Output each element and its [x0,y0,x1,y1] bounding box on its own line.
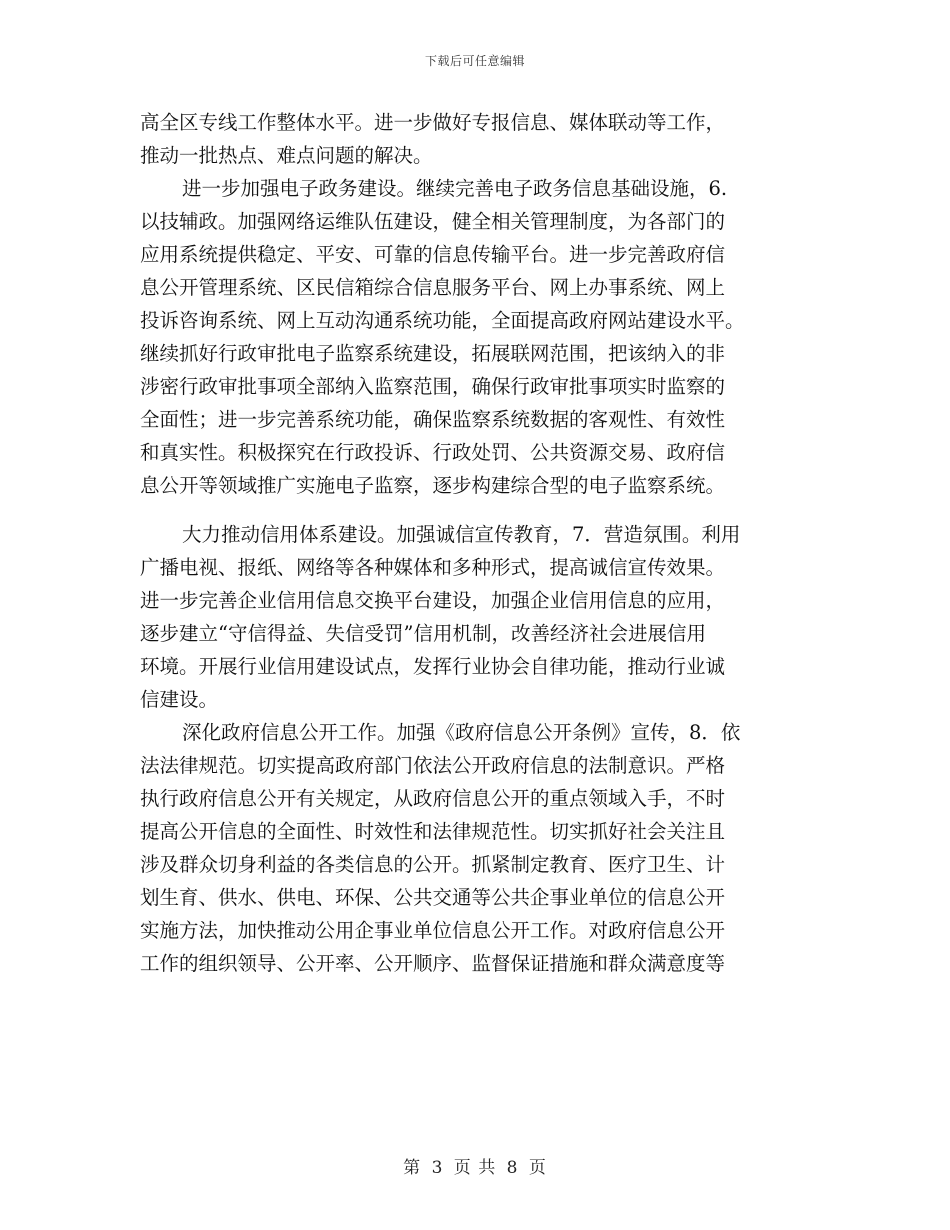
header-note: 下载后可任意编辑 [424,54,525,68]
paragraph-gap [140,502,816,518]
paragraph-4-line-6: 划生育、供水、供电、环保、公共交通等公共企事业单位的信息公开 [140,886,726,909]
paragraph-3-line-6: 信建设。 [140,688,219,711]
paragraph-3-line-1: 大力推动信用体系建设。加强诚信宣传教育，7．营造氛围。利用 [182,523,741,546]
paragraph-2-line-1: 进一步加强电子政务建设。继续完善电子政务信息基础设施，6. [182,177,728,200]
paragraph-2-line-6: 继续抓好行政审批电子监察系统建设，拓展联网范围，把该纳入的非 [140,342,726,365]
paragraph-3-line-3: 进一步完善企业信用信息交换平台建设，加强企业信用信息的应用， [140,589,726,612]
footer-suffix: 页 [528,1158,547,1178]
paragraph-4-line-3: 执行政府信息公开有关规定，从政府信息公开的重点领域入手，不时 [140,787,726,810]
paragraph-4-line-2: 法法律规范。切实提高政府部门依法公开政府信息的法制意识。严格 [140,754,726,777]
paragraph-2-line-9: 和真实性。积极探究在行政投诉、行政处罚、公共资源交易、政府信 [140,441,726,464]
paragraph-4-line-8: 工作的组织领导、公开率、公开顺序、监督保证措施和群众满意度等 [140,952,726,975]
paragraph-2-line-4: 息公开管理系统、区民信箱综合信息服务平台、网上办事系统、网上 [140,276,726,299]
paragraph-2-line-8: 全面性；进一步完善系统功能，确保监察系统数据的客观性、有效性 [140,408,726,431]
paragraph-3-line-5: 环境。开展行业信用建设试点，发挥行业协会自律功能，推动行业诚 [140,655,726,678]
paragraph-3-line-4: 逐步建立“守信得益、失信受罚”信用机制，改善经济社会进展信用 [140,622,706,645]
page-footer [0,1153,950,1178]
footer-page-current: 3 [431,1158,444,1178]
paragraph-4-line-4: 提高公开信息的全面性、时效性和法律规范性。切实抓好社会关注且 [140,820,726,843]
paragraph-4-line-5: 涉及群众切身利益的各类信息的公开。抓紧制定教育、医疗卫生、计 [140,853,726,876]
paragraph-3-line-2: 广播电视、报纸、网络等各种媒体和多种形式，提高诚信宣传效果。 [140,556,726,579]
paragraph-1-line-2: 推动一批热点、难点问题的解决。 [140,144,433,167]
paragraph-2-line-10: 息公开等领域推广实施电子监察，逐步构建综合型的电子监察系统。 [140,474,726,497]
paragraph-2-line-5: 投诉咨询系统、网上互动沟通系统功能，全面提高政府网站建设水平。 [140,309,745,332]
paragraph-4-line-1: 深化政府信息公开工作。加强《政府信息公开条例》宣传，8．依 [182,721,741,744]
footer-page-total: 8 [506,1158,519,1178]
body-text [140,106,816,980]
paragraph-2-line-7: 涉密行政审批事项全部纳入监察范围，确保行政审批事项实时监察的 [140,375,726,398]
footer-prefix: 第 [403,1158,422,1178]
footer-middle: 页 共 [453,1158,497,1178]
paragraph-2-line-2: 以技辅政。加强网络运维队伍建设，健全相关管理制度，为各部门的 [140,210,726,233]
paragraph-1-line-1: 高全区专线工作整体水平。进一步做好专报信息、媒体联动等工作， [140,111,726,134]
paragraph-4-line-7: 实施方法，加快推动公用企事业单位信息公开工作。对政府信息公开 [140,919,726,942]
paragraph-2-line-3: 应用系统提供稳定、平安、可靠的信息传输平台。进一步完善政府信 [140,243,726,266]
